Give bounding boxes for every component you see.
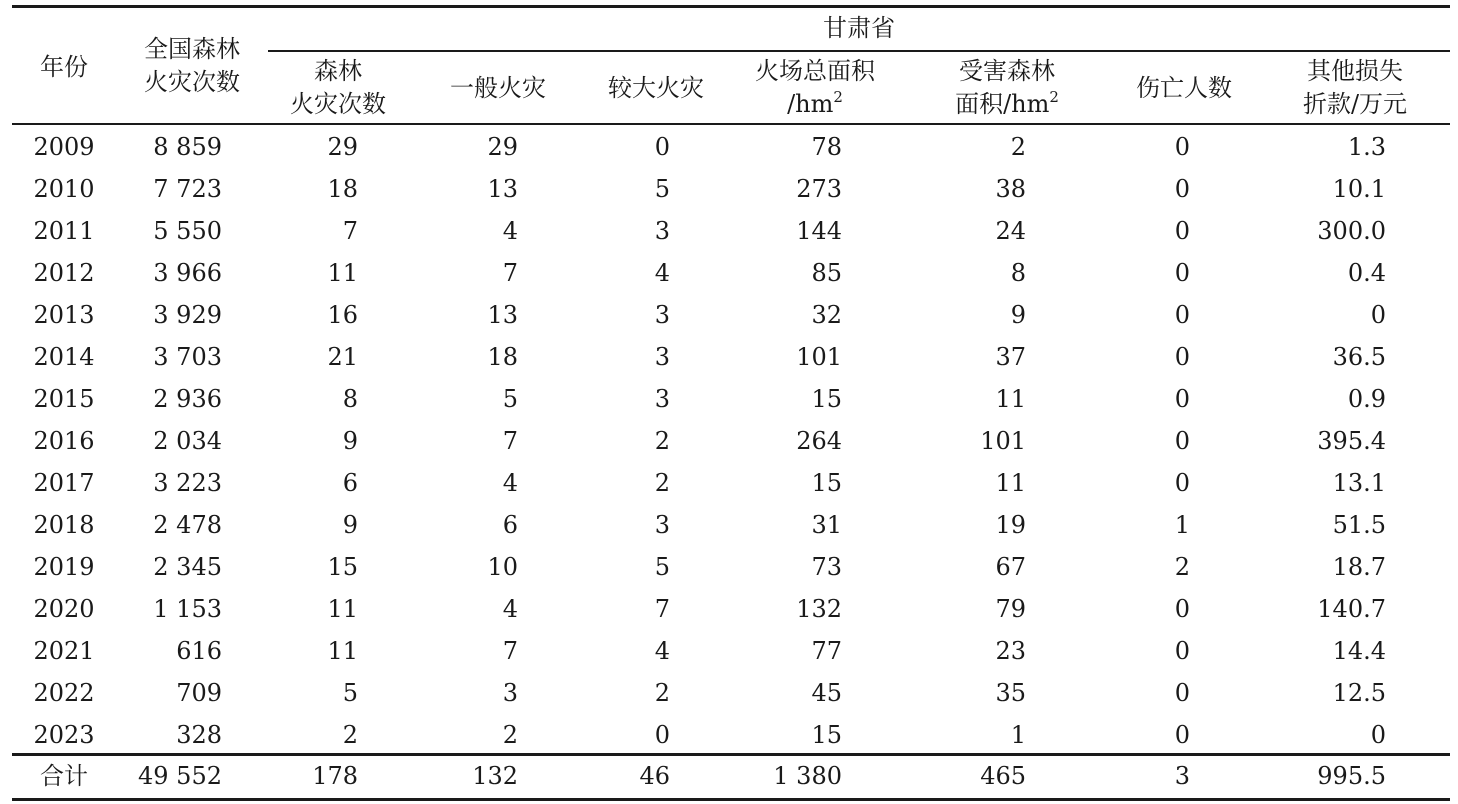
cell-damaged-area: 35 [995, 679, 1026, 707]
cell-general-fires: 3 [502, 679, 518, 707]
cell-other-loss: 0 [1370, 301, 1386, 329]
cell-other-loss: 300.0 [1317, 217, 1386, 245]
cell-general-fires: 4 [502, 217, 518, 245]
cell-fire-area: 85 [811, 259, 842, 287]
cell-national-fires: 3 929 [153, 301, 222, 329]
cell-fire-area: 1 380 [773, 762, 842, 790]
table-bottom-rule [12, 798, 1450, 801]
table-top-rule [12, 5, 1450, 8]
cell-fire-area: 15 [811, 721, 842, 749]
cell-national-fires: 1 153 [153, 595, 222, 623]
cell-forest-fires: 11 [327, 595, 358, 623]
cell-other-loss: 10.1 [1332, 175, 1386, 203]
cell-damaged-area: 2 [1010, 133, 1026, 161]
cell-year: 2018 [33, 511, 95, 539]
cell-casualties: 0 [1174, 427, 1190, 455]
cell-major-fires: 46 [639, 762, 670, 790]
cell-major-fires: 5 [654, 553, 670, 581]
cell-other-loss: 995.5 [1317, 762, 1386, 790]
cell-major-fires: 0 [654, 721, 670, 749]
cell-fire-area: 31 [811, 511, 842, 539]
cell-fire-area: 15 [811, 469, 842, 497]
cell-casualties: 0 [1174, 385, 1190, 413]
cell-casualties: 1 [1174, 511, 1190, 539]
cell-forest-fires: 21 [327, 343, 358, 371]
cell-national-fires: 3 966 [153, 259, 222, 287]
cell-general-fires: 13 [487, 301, 518, 329]
cell-casualties: 0 [1174, 679, 1190, 707]
cell-casualties: 0 [1174, 637, 1190, 665]
cell-major-fires: 2 [654, 427, 670, 455]
province-group-rule [268, 50, 1450, 52]
header-fire-area: 火场总面积 $/hm^2$ [755, 57, 875, 118]
cell-forest-fires: 18 [327, 175, 358, 203]
cell-casualties: 0 [1174, 595, 1190, 623]
cell-major-fires: 2 [654, 679, 670, 707]
cell-year: 2014 [33, 343, 95, 371]
cell-damaged-area: 38 [995, 175, 1026, 203]
cell-damaged-area: 11 [995, 469, 1026, 497]
cell-general-fires: 7 [502, 427, 518, 455]
cell-forest-fires: 16 [327, 301, 358, 329]
cell-forest-fires: 9 [342, 511, 358, 539]
cell-forest-fires: 2 [342, 721, 358, 749]
cell-year: 2012 [33, 259, 95, 287]
cell-major-fires: 5 [654, 175, 670, 203]
cell-casualties: 0 [1174, 175, 1190, 203]
cell-fire-area: 32 [811, 301, 842, 329]
cell-casualties: 0 [1174, 259, 1190, 287]
cell-fire-area: 273 [796, 175, 842, 203]
cell-damaged-area: 1 [1010, 721, 1026, 749]
cell-other-loss: 36.5 [1332, 343, 1386, 371]
cell-general-fires: 4 [502, 595, 518, 623]
cell-other-loss: 0.9 [1347, 385, 1386, 413]
cell-forest-fires: 8 [342, 385, 358, 413]
cell-major-fires: 3 [654, 385, 670, 413]
cell-general-fires: 2 [502, 721, 518, 749]
cell-other-loss: 395.4 [1317, 427, 1386, 455]
cell-casualties: 3 [1174, 762, 1190, 790]
cell-other-loss: 14.4 [1332, 637, 1386, 665]
cell-year: 2023 [33, 721, 95, 749]
cell-year: 2009 [33, 133, 95, 161]
cell-casualties: 0 [1174, 721, 1190, 749]
cell-general-fires: 18 [487, 343, 518, 371]
cell-major-fires: 3 [654, 343, 670, 371]
cell-damaged-area: 37 [995, 343, 1026, 371]
cell-national-fires: 2 478 [153, 511, 222, 539]
cell-other-loss: 13.1 [1332, 469, 1386, 497]
cell-casualties: 2 [1174, 553, 1190, 581]
cell-forest-fires: 6 [342, 469, 358, 497]
cell-fire-area: 144 [796, 217, 842, 245]
cell-casualties: 0 [1174, 301, 1190, 329]
cell-year: 2010 [33, 175, 95, 203]
cell-damaged-area: 67 [995, 553, 1026, 581]
cell-year: 2013 [33, 301, 95, 329]
cell-general-fires: 29 [487, 133, 518, 161]
cell-national-fires: 8 859 [153, 133, 222, 161]
cell-other-loss: 0 [1370, 721, 1386, 749]
header-national-fires: 全国森林 火灾次数 [144, 35, 240, 96]
cell-general-fires: 4 [502, 469, 518, 497]
cell-forest-fires: 11 [327, 259, 358, 287]
cell-year: 合计 [40, 762, 88, 790]
cell-general-fires: 10 [487, 553, 518, 581]
cell-major-fires: 2 [654, 469, 670, 497]
cell-fire-area: 15 [811, 385, 842, 413]
cell-other-loss: 51.5 [1332, 511, 1386, 539]
cell-other-loss: 1.3 [1347, 133, 1386, 161]
header-general-fires: 一般火灾 [450, 74, 546, 102]
cell-forest-fires: 5 [342, 679, 358, 707]
cell-year: 2017 [33, 469, 95, 497]
cell-year: 2019 [33, 553, 95, 581]
cell-national-fires: 2 345 [153, 553, 222, 581]
cell-year: 2011 [33, 217, 95, 245]
cell-damaged-area: 465 [980, 762, 1026, 790]
cell-damaged-area: 9 [1010, 301, 1026, 329]
cell-year: 2022 [33, 679, 95, 707]
cell-casualties: 0 [1174, 133, 1190, 161]
cell-national-fires: 3 703 [153, 343, 222, 371]
header-forest-fires: 森林 火灾次数 [290, 57, 386, 118]
header-other-loss: 其他损失 折款/万元 [1302, 57, 1408, 118]
cell-casualties: 0 [1174, 343, 1190, 371]
cell-national-fires: 709 [176, 679, 222, 707]
cell-national-fires: 7 723 [153, 175, 222, 203]
cell-fire-area: 73 [811, 553, 842, 581]
cell-general-fires: 5 [502, 385, 518, 413]
cell-other-loss: 140.7 [1317, 595, 1386, 623]
cell-year: 2016 [33, 427, 95, 455]
cell-other-loss: 12.5 [1332, 679, 1386, 707]
cell-major-fires: 7 [654, 595, 670, 623]
cell-damaged-area: 79 [995, 595, 1026, 623]
cell-major-fires: 3 [654, 511, 670, 539]
header-major-fires: 较大火灾 [608, 74, 704, 102]
cell-major-fires: 0 [654, 133, 670, 161]
cell-major-fires: 3 [654, 217, 670, 245]
cell-national-fires: 2 936 [153, 385, 222, 413]
cell-fire-area: 78 [811, 133, 842, 161]
cell-forest-fires: 178 [312, 762, 358, 790]
header-damaged-area: 受害森林 面积$/hm^2$ [955, 57, 1059, 118]
cell-national-fires: 328 [176, 721, 222, 749]
cell-forest-fires: 7 [342, 217, 358, 245]
cell-year: 2020 [33, 595, 95, 623]
cell-national-fires: 616 [176, 637, 222, 665]
cell-casualties: 0 [1174, 217, 1190, 245]
cell-general-fires: 132 [472, 762, 518, 790]
total-top-rule [12, 753, 1450, 756]
cell-national-fires: 3 223 [153, 469, 222, 497]
cell-damaged-area: 101 [980, 427, 1026, 455]
cell-major-fires: 4 [654, 637, 670, 665]
cell-damaged-area: 8 [1010, 259, 1026, 287]
header-year: 年份 [40, 53, 88, 81]
cell-national-fires: 5 550 [153, 217, 222, 245]
cell-general-fires: 6 [502, 511, 518, 539]
cell-forest-fires: 11 [327, 637, 358, 665]
cell-other-loss: 0.4 [1347, 259, 1386, 287]
cell-fire-area: 77 [811, 637, 842, 665]
cell-forest-fires: 29 [327, 133, 358, 161]
cell-damaged-area: 11 [995, 385, 1026, 413]
cell-year: 2021 [33, 637, 95, 665]
cell-damaged-area: 23 [995, 637, 1026, 665]
cell-other-loss: 18.7 [1332, 553, 1386, 581]
header-casualties: 伤亡人数 [1136, 74, 1232, 102]
cell-forest-fires: 15 [327, 553, 358, 581]
cell-national-fires: 49 552 [138, 762, 222, 790]
cell-fire-area: 132 [796, 595, 842, 623]
cell-general-fires: 7 [502, 637, 518, 665]
cell-year: 2015 [33, 385, 95, 413]
header-province-group: 甘肃省 [823, 14, 895, 42]
cell-general-fires: 7 [502, 259, 518, 287]
cell-damaged-area: 24 [995, 217, 1026, 245]
cell-national-fires: 2 034 [153, 427, 222, 455]
cell-major-fires: 3 [654, 301, 670, 329]
cell-forest-fires: 9 [342, 427, 358, 455]
cell-general-fires: 13 [487, 175, 518, 203]
cell-casualties: 0 [1174, 469, 1190, 497]
cell-fire-area: 45 [811, 679, 842, 707]
cell-damaged-area: 19 [995, 511, 1026, 539]
cell-fire-area: 264 [796, 427, 842, 455]
cell-major-fires: 4 [654, 259, 670, 287]
header-bottom-rule [12, 123, 1450, 125]
cell-fire-area: 101 [796, 343, 842, 371]
